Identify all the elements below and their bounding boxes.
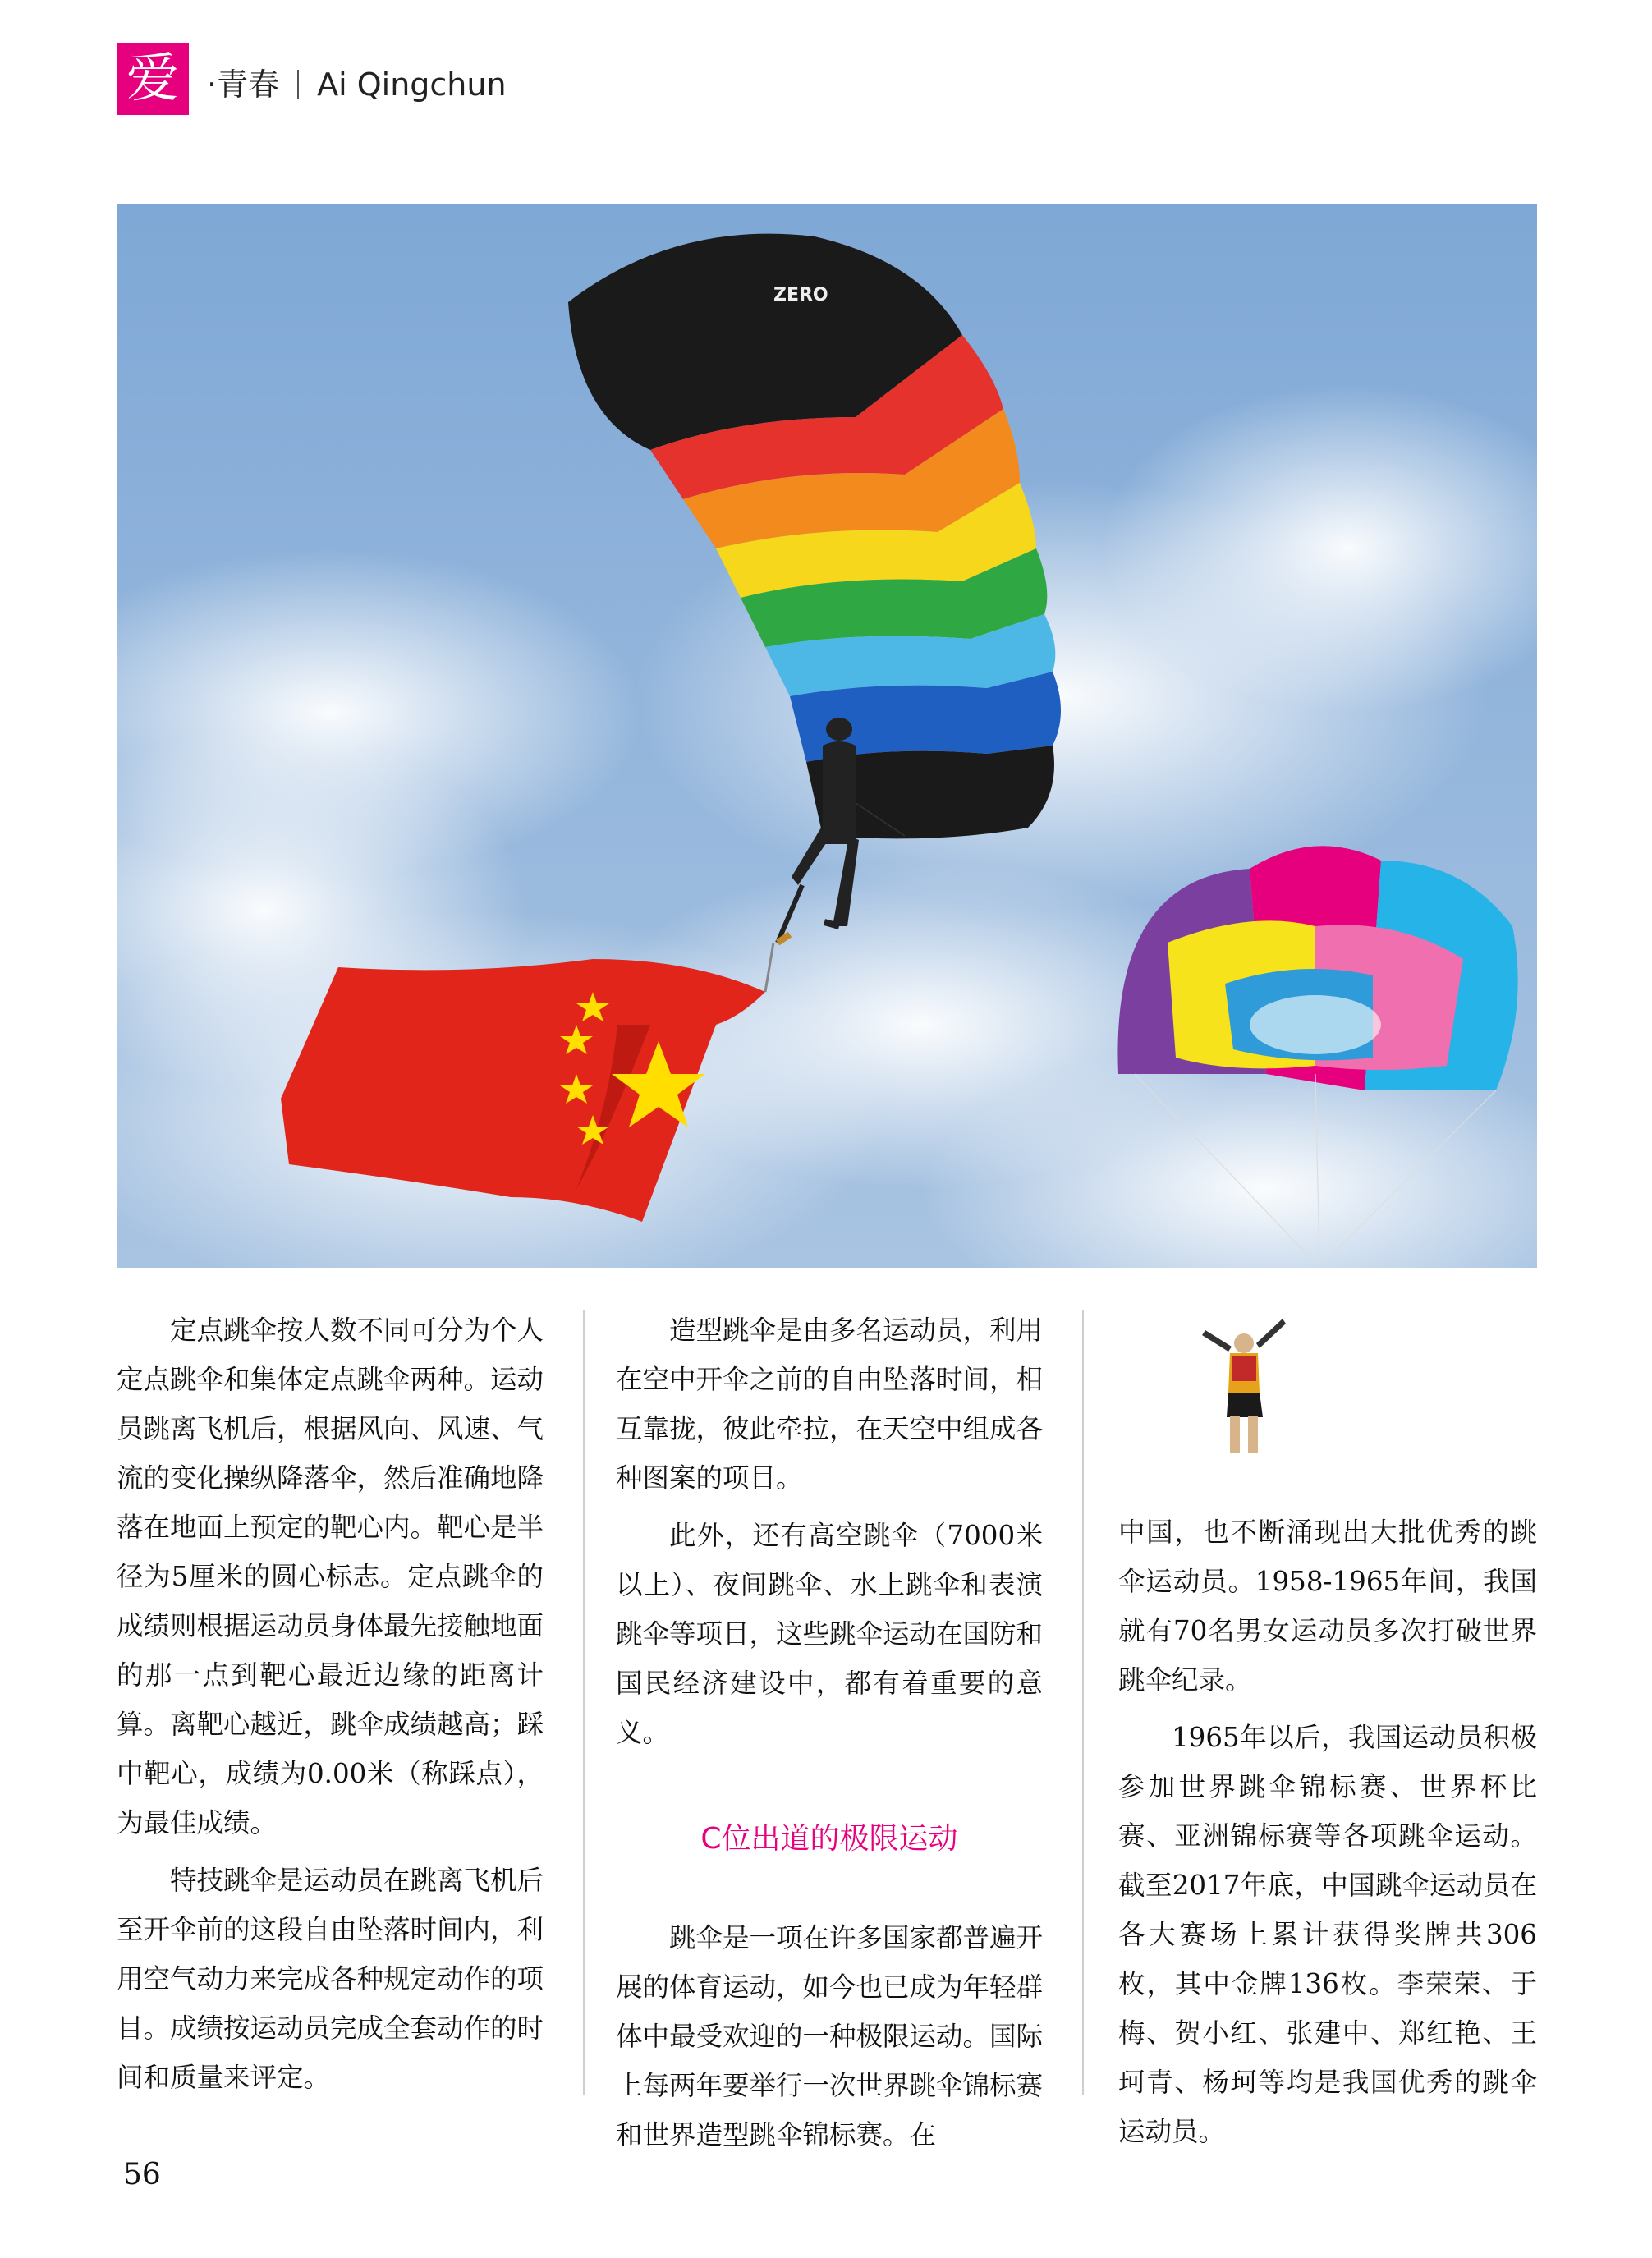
paragraph: 特技跳伞是运动员在跳离飞机后至开伞前的这段自由坠落时间内，利用空气动力来完成各种规定动作的项目。成绩按运动员完成全套动作的时间和质量来评定。 xyxy=(117,1865,544,2093)
small-skydiver-photo xyxy=(1199,1310,1289,1462)
column-divider xyxy=(1082,1310,1084,2095)
page-number: 56 xyxy=(123,2158,161,2191)
text-column-3 xyxy=(1118,1508,1537,2156)
text-column-1 xyxy=(117,1306,544,2102)
main-photo xyxy=(117,204,1537,1268)
section-name: ·青春 xyxy=(207,67,280,103)
paragraph-continued: 中国，也不断涌现出大批优秀的跳伞运动员。1958-1965年间，我国就有70名男女运动员多次打破世界跳伞纪录。 xyxy=(1118,1517,1537,1696)
section-title xyxy=(207,59,507,104)
canopy-logo: ZERO xyxy=(773,285,828,305)
text-column-2 xyxy=(616,1306,1043,2159)
section-badge: 爱 xyxy=(117,43,189,115)
section-pinyin: Ai Qingchun xyxy=(317,67,507,103)
paragraph: 定点跳伞按人数不同可分为个人定点跳伞和集体定点跳伞两种。运动员跳离飞机后，根据风向、风速、气流的变化操纵降落伞，然后准确地降落在地面上预定的靶心内。靶心是半径为5厘米的圆心标志。定点跳伞的成绩则根据运动员身体最先接触地面的那一点到靶心最近边缘的距离计算。离靶心越近，跳伞成绩越高；踩中靶心，成绩为0.00米（称踩点），为最佳成绩。 xyxy=(117,1315,544,1838)
paragraph: 此外，还有高空跳伞（7000米以上）、夜间跳伞、水上跳伞和表演跳伞等项目，这些跳伞运动在国防和国民经济建设中，都有着重要的意义。 xyxy=(616,1520,1044,1748)
paragraph: 造型跳伞是由多名运动员，利用在空中开伞之前的自由坠落时间，相互靠拢，彼此牵拉，在天空中组成各种图案的项目。 xyxy=(616,1315,1044,1494)
section-heading: C位出道的极限运动 xyxy=(700,1822,958,1856)
header-divider xyxy=(297,70,299,99)
paragraph: 1965年以后，我国运动员积极参加世界跳伞锦标赛、世界杯比赛、亚洲锦标赛等各项跳伞运动。截至2017年底，中国跳伞运动员在各大赛场上累计获得奖牌共306枚，其中金牌136枚。李荣荣、于梅、贺小红、张建中、郑红艳、王珂青、杨珂等均是我国优秀的跳伞运动员。 xyxy=(1118,1722,1537,2147)
paragraph: 跳伞是一项在许多国家都普遍开展的体育运动，如今也已成为年轻群体中最受欢迎的一种极限运动。国际上每两年要举行一次世界跳伞锦标赛和世界造型跳伞锦标赛。在 xyxy=(616,1922,1044,2150)
column-divider xyxy=(583,1310,585,2095)
